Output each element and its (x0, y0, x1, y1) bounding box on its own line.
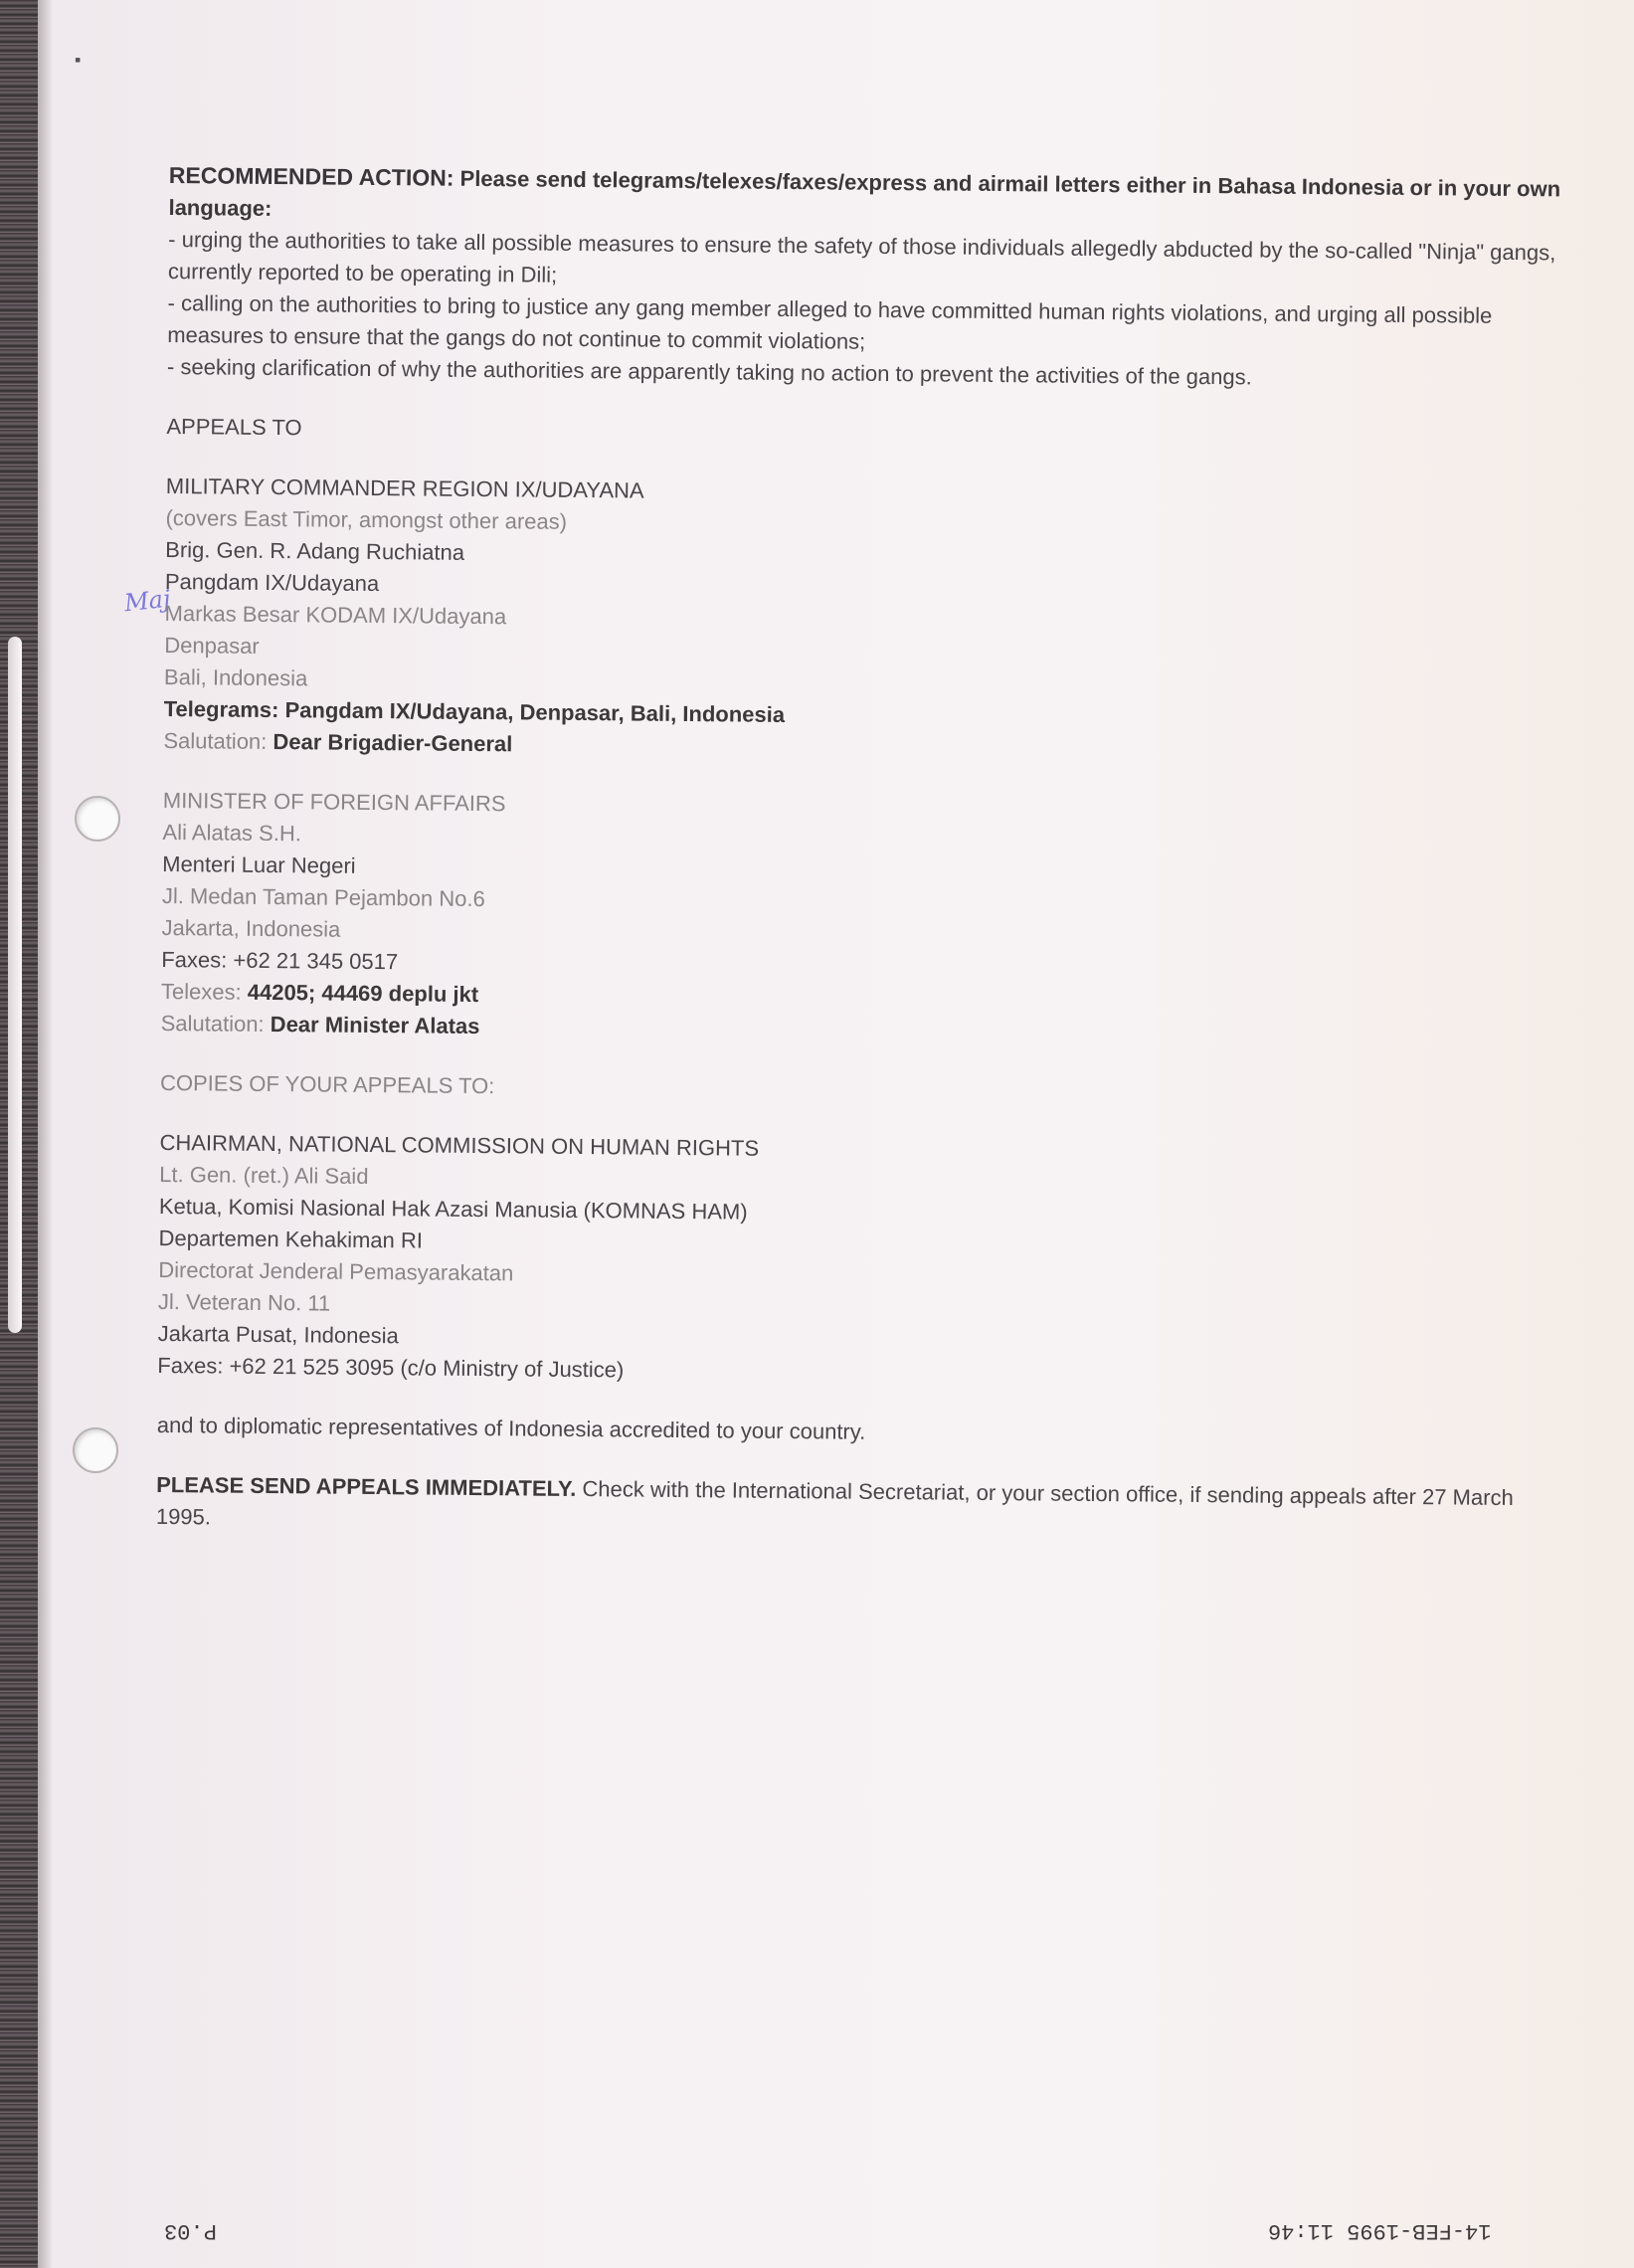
chairman-title: CHAIRMAN, NATIONAL COMMISSION ON HUMAN RIGHTS (159, 1129, 760, 1161)
military-title: MILITARY COMMANDER REGION IX/UDAYANA (165, 472, 644, 503)
chairman-block (157, 1127, 1551, 1395)
diplomatic-note: and to diplomatic representatives of Indonesia accredited to your country. (156, 1412, 866, 1444)
chairman-address-line: Directorat Jenderal Pemasyarakatan (158, 1256, 514, 1286)
telexes-label: Telexes: (160, 978, 242, 1005)
faxes-label: Faxes: (161, 946, 228, 973)
military-address-line: Pangdam IX/Udayana (164, 568, 380, 597)
salutation-label: Salutation: (163, 727, 268, 754)
chairman-address-line: Jl. Veteran No. 11 (157, 1288, 331, 1316)
military-commander-block (163, 471, 1558, 770)
chairman-address-line: Ketua, Komisi Nasional Hak Azasi Manusia (KOMNAS HAM) (158, 1193, 748, 1225)
faxes-label: Faxes: (157, 1352, 224, 1379)
paper-fold (8, 637, 22, 1333)
appeals-heading: APPEALS TO (166, 413, 302, 441)
chairman-address-line: Departemen Kehakiman RI (158, 1225, 424, 1253)
recommended-bullet: - urging the authorities to take all possible measures to ensure the safety of those individuals allegedly abducted by the so-called "Ninja" gangs, currently reported to be operating in Dili; (167, 226, 1556, 287)
punch-hole (75, 796, 120, 842)
minister-title: MINISTER OF FOREIGN AFFAIRS (162, 787, 506, 817)
please-send-label: PLEASE SEND APPEALS IMMEDIATELY. (156, 1471, 577, 1501)
telexes-value: 44205; 44469 deplu jkt (247, 979, 479, 1008)
chairman-name: Lt. Gen. (ret.) Ali Said (159, 1161, 369, 1189)
recommended-action-intro: Please send telegrams/telexes/faxes/express and airmail letters either in Bahasa Indonesia or in your own language: (168, 165, 1561, 221)
chairman-address-line: Jakarta Pusat, Indonesia (157, 1320, 399, 1349)
minister-address-line: Jakarta, Indonesia (161, 914, 341, 942)
recommended-bullet: - seeking clarification of why the authorities are apparently taking no action to prevent the activities of the gangs. (166, 353, 1252, 390)
recommended-bullet: - calling on the authorities to bring to justice any gang member alleged to have committed human rights violations, and urging all possible measures to ensure that the gangs do not continue to commit violations; (167, 289, 1493, 354)
military-address-line: Markas Besar KODAM IX/Udayana (164, 600, 507, 630)
recommended-action-label: RECOMMENDED ACTION: (168, 161, 454, 191)
salutation-label: Salutation: (160, 1010, 265, 1037)
faxes-value: +62 21 345 0517 (233, 947, 399, 975)
military-name: Brig. Gen. R. Adang Ruchiatna (165, 536, 465, 565)
minister-address-line: Menteri Luar Negeri (162, 850, 356, 878)
minister-address-line: Jl. Medan Taman Pejambon No.6 (161, 882, 485, 912)
binding-edge (38, 0, 52, 2268)
military-address-line: Bali, Indonesia (163, 663, 308, 691)
fax-timestamp: 14-FEB-1995 11:46 (1268, 2218, 1492, 2243)
please-send-paragraph (156, 1469, 1549, 1546)
military-address-line: Denpasar (164, 632, 260, 659)
handwritten-annotation: Maj (122, 584, 172, 618)
recommended-action-section (167, 159, 1561, 396)
military-note: (covers East Timor, amongst other areas) (165, 504, 568, 534)
punch-hole (73, 1427, 118, 1473)
fax-page-number: P.03 (164, 2218, 217, 2243)
faxes-value: +62 21 525 3095 (c/o Ministry of Justice) (229, 1353, 625, 1383)
mark: ▪ (75, 50, 82, 70)
salutation-value: Dear Minister Alatas (270, 1012, 480, 1040)
document-body (156, 159, 1561, 1546)
telegrams-label: Telegrams: (163, 695, 279, 723)
minister-block (161, 785, 1555, 1052)
minister-name: Ali Alatas S.H. (162, 819, 302, 847)
please-send-text: Check with the International Secretariat, or your section office, if sending appeals after 27 March 1995. (155, 1476, 1514, 1530)
copies-heading: COPIES OF YOUR APPEALS TO: (159, 1069, 495, 1099)
telegrams-value: Pangdam IX/Udayana, Denpasar, Bali, Indonesia (284, 697, 786, 727)
salutation-value: Dear Brigadier-General (272, 729, 513, 757)
